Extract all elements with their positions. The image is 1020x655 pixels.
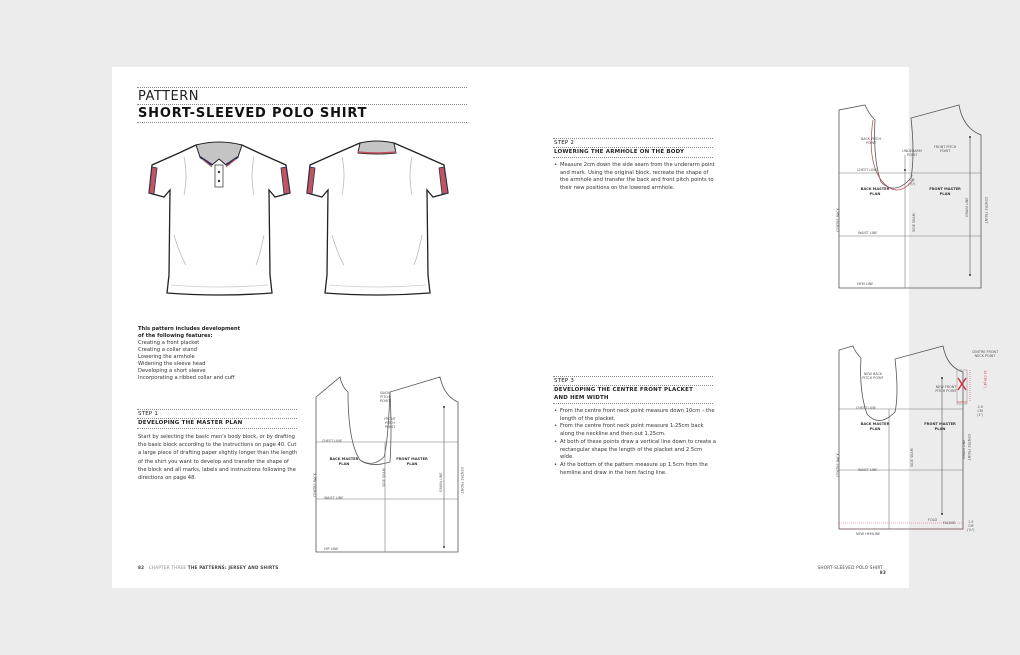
diagram2-back-plan-label: BACK MASTER PLAN [860, 187, 890, 196]
step1-title: DEVELOPING THE MASTER PLAN [138, 420, 243, 426]
right-folio [810, 565, 886, 575]
diagram3-chest-line-label: CHEST LINE [856, 406, 876, 410]
diagram1-side-seam-label: SIDE SEAM [382, 468, 386, 487]
polo-back-illustration [302, 135, 452, 300]
diagram2-chest-line-label: CHEST LINE [857, 168, 877, 172]
step1-number: STEP 1 [138, 411, 159, 417]
diagram2-grain-line-label: GRAIN LINE [965, 197, 969, 217]
diagram2-underarm-label: UNDERARM POINT [902, 149, 922, 157]
step3-bullets [554, 408, 716, 477]
diagram3-new-front-pitch-label: NEW FRONT PITCH POINT [935, 385, 957, 393]
step3-rule-top [553, 376, 713, 377]
left-page-number: 82 [138, 565, 145, 570]
diagram3-fold-label: FOLD [928, 518, 938, 522]
diagram3-cf-neck-label: CENTRE FRONT NECK POINT [971, 350, 999, 358]
diagram3-centre-back-label: CENTRE BACK [836, 453, 840, 477]
features-list [138, 340, 298, 382]
features-heading-1: This pattern includes development [138, 326, 241, 332]
diagram3-placket-measure-label: 10 CM (4") [983, 370, 987, 389]
diagram1-front-pitch-label: FRONT PITCH POINT [384, 417, 396, 429]
features-block [138, 326, 298, 382]
diagram1-front-plan-label: FRONT MASTER PLAN [396, 457, 428, 466]
header-rule-mid [137, 104, 467, 105]
diagram2-front-pitch-label: FRONT PITCH POINT [933, 145, 957, 153]
diagram1-grain-line-label: GRAIN LINE [439, 472, 443, 492]
diagram2-centre-front-label: CENTRE FRONT [984, 197, 988, 224]
diagram3-placket-width-label: 2.5 CM (1") [977, 405, 984, 417]
step3-title-1: DEVELOPING THE CENTRE FRONT PLACKET [554, 387, 694, 393]
feature-item: Developing a short sleeve [138, 368, 206, 374]
diagram2-waist-line-label: WAIST LINE [858, 231, 878, 235]
step1-body: Start by selecting the basic men's body block, or by drafting the basic block according to the instructions on page 40. Cut a large piece of drafting paper slightly longer than the length of the shirt you want to develop and transfer the shape of the block and all marks, labels and instructions following the directions on page 48. [138, 434, 298, 482]
polo-front-illustration [144, 135, 294, 300]
diagram2-measure-label: 2 CM (¾") [908, 174, 916, 186]
step2-bullet: • Measure 2cm down the side seam from the underarm point and mark. Using the original block, recreate the shape of the armhole and transfer the back and front pitch points to their new positions on the lowered armhole. [554, 162, 716, 193]
step3-number: STEP 3 [554, 378, 575, 384]
diagram2-side-seam-label: SIDE SEAM [912, 213, 916, 232]
diagram3-new-hemline-label: NEW HEMLINE [856, 532, 881, 536]
diagram3-facing-label: FACING [943, 521, 956, 525]
book-spread [112, 67, 999, 588]
diagram2-centre-back-label: CENTRE BACK [836, 208, 840, 232]
feature-item: Creating a collar stand [138, 347, 197, 353]
step3-rule-bottom [553, 403, 713, 404]
section-label: THE PATTERNS: JERSEY AND SHIRTS [187, 565, 279, 570]
diagram2-back-pitch-label: BACK PITCH POINT [860, 137, 882, 145]
diagram3-front-plan-label: FRONT MASTER PLAN [924, 422, 956, 431]
right-page [510, 67, 999, 588]
section-kicker: PATTERN [138, 89, 200, 104]
diagram1-centre-back-label: CENTRE BACK [313, 473, 317, 497]
diagram3-centre-front-label: CENTRE FRONT [967, 434, 971, 461]
feature-item: Incorporating a ribbed collar and cuff [138, 375, 235, 381]
diagram1-centre-front-label: CENTRE FRONT [460, 467, 464, 494]
left-folio [138, 565, 278, 570]
header-rule-top [137, 87, 467, 88]
step3-bullet: • From the centre front neck point measure 1.25cm back along the neckline and then out 1.25cm. [554, 423, 716, 438]
diagram1-hip-line-label: HIP LINE [324, 547, 339, 551]
step2-number: STEP 2 [554, 140, 575, 146]
diagram3-hem-measure-label: 1.5 CM (⅝") [967, 520, 975, 532]
placket-hem-diagram [835, 342, 995, 532]
step3-bullet: • From the centre front neck point measure down 10cm – the length of the placket. [554, 408, 716, 423]
diagram2-hem-line-label: HEM LINE [857, 282, 874, 286]
step1-rule-top [137, 409, 297, 410]
right-page-number: 83 [879, 570, 886, 575]
diagram2-front-plan-label: FRONT MASTER PLAN [929, 187, 961, 196]
step3-title-2: AND HEM WIDTH [554, 395, 609, 401]
step2-bullets [554, 162, 716, 193]
step1-rule-bottom [137, 428, 297, 429]
step3-bullet: • At the bottom of the pattern measure up 1.5cm from the hemline and draw in the hem facing line. [554, 462, 716, 477]
diagram3-new-back-pitch-label: NEW BACK PITCH POINT [862, 372, 884, 380]
feature-item: Widening the sleeve head [138, 361, 206, 367]
step2-rule-bottom [553, 157, 713, 158]
header-rule-bottom [137, 122, 467, 123]
diagram1-waist-line-label: WAIST LINE [324, 496, 344, 500]
diagram3-grain-line-label: GRAIN LINE [962, 439, 966, 459]
chapter-label: CHAPTER THREE [148, 565, 187, 570]
diagram1-back-pitch-label: BACK PITCH POINT [379, 391, 391, 403]
step2-title: LOWERING THE ARMHOLE ON THE BODY [554, 149, 685, 155]
feature-item: Lowering the armhole [138, 354, 195, 360]
diagram3-waist-line-label: WAIST LINE [858, 468, 878, 472]
diagram3-side-seam-label: SIDE SEAM [910, 448, 914, 467]
diagram1-back-plan-label: BACK MASTER PLAN [329, 457, 359, 466]
left-page [112, 67, 510, 588]
diagram1-chest-line-label: CHEST LINE [322, 439, 342, 443]
features-heading-2: of the following features: [138, 333, 213, 339]
step2-rule-top [553, 138, 713, 139]
step3-bullet: • At both of these points draw a vertical line down to create a rectangular shape the length of the placket and 2.5cm wide. [554, 439, 716, 462]
running-head: SHORT-SLEEVED POLO SHIRT [817, 565, 883, 570]
diagram3-back-plan-label: BACK MASTER PLAN [860, 422, 890, 431]
page-title: SHORT-SLEEVED POLO SHIRT [138, 106, 368, 121]
feature-item: Creating a front placket [138, 340, 200, 346]
